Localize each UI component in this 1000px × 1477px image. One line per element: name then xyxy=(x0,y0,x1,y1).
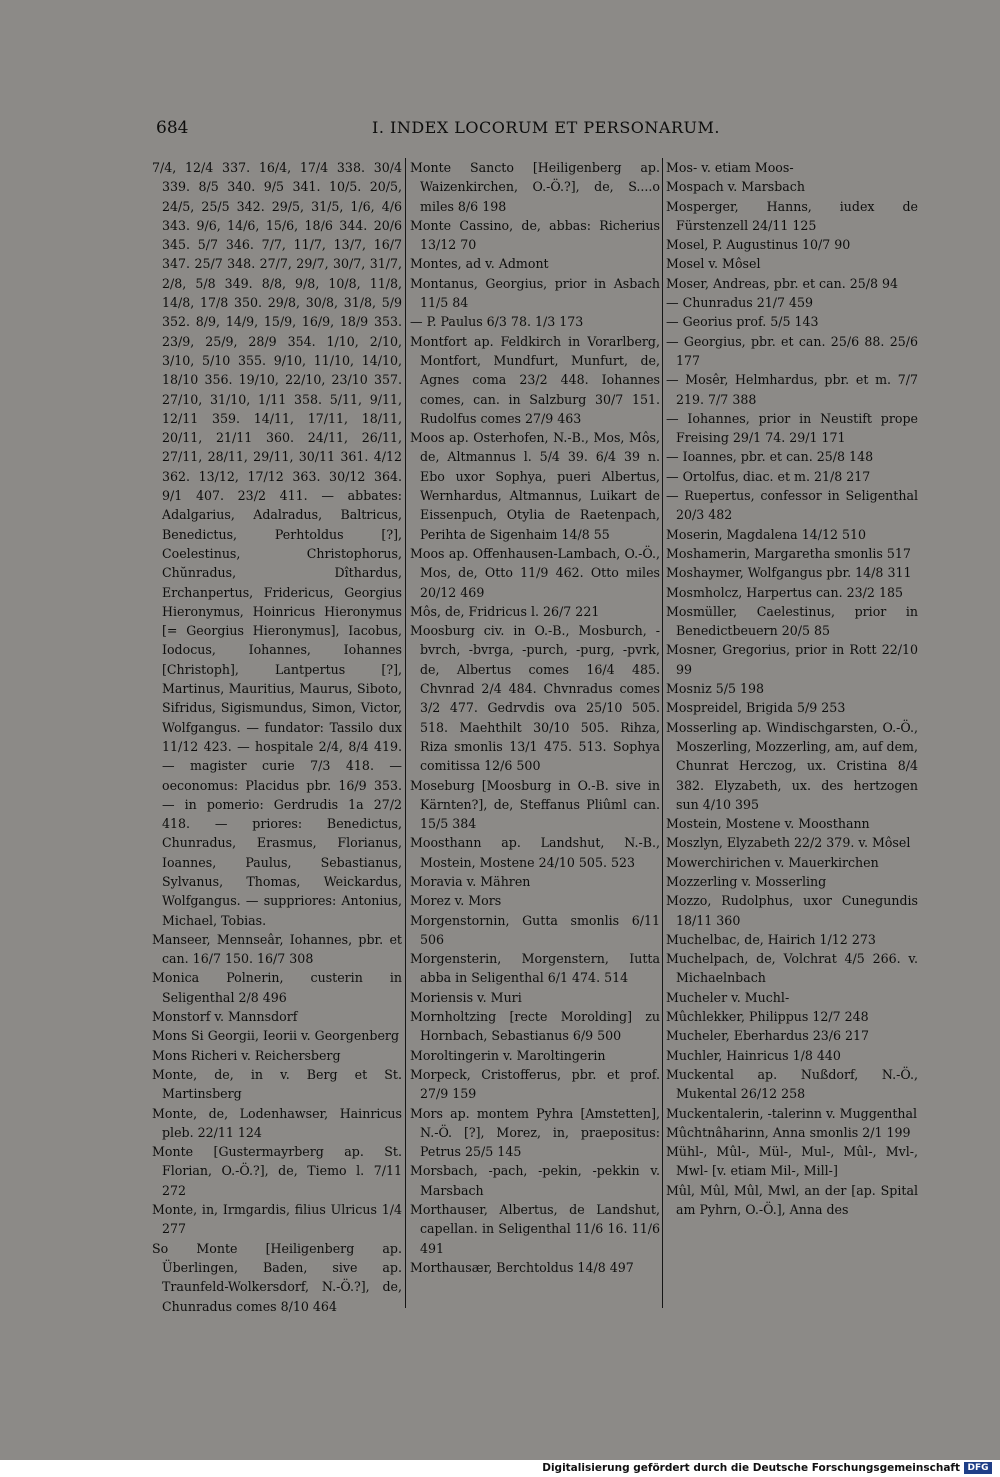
index-entry: — Ortolfus, diac. et m. 21/8 217 xyxy=(666,468,871,484)
index-entry: Moosthann ap. Landshut, N.-B., Mostein, Mostene 24/10 505. 523 xyxy=(410,835,660,870)
index-entry: — Iohannes, prior in Neustift prope Freising 29/1 74. 29/1 171 xyxy=(666,410,918,446)
index-entry: Mozzerling v. Mosserling xyxy=(666,873,827,889)
index-entry: Mosner, Gregorius, prior in Rott 22/10 99 xyxy=(666,642,918,677)
index-entry: — Chunradus 21/7 459 xyxy=(666,295,814,311)
index-entry: Manseer, Mennseâr, Iohannes, pbr. et can. 16/7 150. 16/7 308 xyxy=(152,931,402,967)
index-entry: Mowerchirichen v. Mauerkirchen xyxy=(666,854,879,870)
index-entry: Muchler, Hainricus 1/8 440 xyxy=(666,1047,841,1063)
index-entry: Mûchtnâharinn, Anna smonlis 2/1 199 xyxy=(666,1124,911,1140)
index-entry: Moszlyn, Elyzabeth 22/2 379. v. Môsel xyxy=(666,835,911,851)
column-rule-left xyxy=(405,158,406,1308)
index-entry: Mosmüller, Caelestinus, prior in Benedictbeuern 20/5 85 xyxy=(666,603,918,639)
column-rule-right xyxy=(662,158,663,1308)
page-number: 684 xyxy=(156,118,189,138)
index-entry: Mons Si Georgii, Ieorii v. Georgenberg xyxy=(152,1028,400,1044)
running-title: I. INDEX LOCORUM ET PERSONARUM. xyxy=(372,118,720,137)
index-entry: Mostein, Mostene v. Moosthann xyxy=(666,816,870,832)
index-entry: Mosserling ap. Windischgarsten, O.-Ö., Moszerling, Mozzerling, am, auf dem, Chunrat Herczog, ux. Cristina 8/4 382. Elyzabeth, ux. des hertzogen sun 4/10 395 xyxy=(666,719,918,812)
index-entry: Mosmholcz, Harpertus can. 23/2 185 xyxy=(666,584,903,600)
index-entry: Mucheler v. Muchl- xyxy=(666,989,790,1005)
index-entry: Moshaymer, Wolfgangus pbr. 14/8 311 xyxy=(666,565,912,581)
index-entry: Moriensis v. Muri xyxy=(410,989,522,1005)
index-entry: — Ioannes, pbr. et can. 25/8 148 xyxy=(666,449,874,465)
index-entry: Monte [Gustermayrberg ap. St. Florian, O.-Ö.?], de, Tiemo l. 7/11 272 xyxy=(152,1144,402,1198)
index-entry: Morez v. Mors xyxy=(410,893,502,909)
index-entry: Muchelpach, de, Volchrat 4/5 266. v. Michaelnbach xyxy=(666,951,918,986)
index-entry: Morthauser, Albertus, de Landshut, capellan. in Seligenthal 11/6 16. 11/6 491 xyxy=(410,1202,660,1256)
index-entry: Monte, de, Lodenhawser, Hainricus pleb. 22/11 124 xyxy=(152,1105,402,1140)
index-entry: Moseburg [Moosburg in O.-B. sive in Kärnten?], de, Steffanus Pliûml can. 15/5 384 xyxy=(410,777,660,832)
index-entry: Mospreidel, Brigida 5/9 253 xyxy=(666,700,846,716)
index-entry: Morgensterin, Morgenstern, Iutta abba in Seligenthal 6/1 474. 514 xyxy=(410,951,660,986)
dfg-logo: DFG xyxy=(964,1462,992,1474)
index-entry: Mosel v. Môsel xyxy=(666,256,761,272)
index-entry: Môs, de, Fridricus l. 26/7 221 xyxy=(410,603,600,619)
index-entry: Monte Cassino, de, abbas: Richerius 13/12 70 xyxy=(410,217,660,253)
index-entry: — Ruepertus, confessor in Seligenthal 20/3 482 xyxy=(666,488,918,523)
index-entry: Moravia v. Mähren xyxy=(410,873,531,889)
index-entry: Mûchlekker, Philippus 12/7 248 xyxy=(666,1009,869,1025)
index-entry: Monte, in, Irmgardis, filius Ulricus 1/4 277 xyxy=(152,1202,402,1237)
index-entry: Muckental ap. Nußdorf, N.-Ö., Mukental 26/12 258 xyxy=(666,1066,918,1102)
index-entry: Moserin, Magdalena 14/12 510 xyxy=(666,526,867,542)
index-entry: Monte Sancto [Heiligenberg ap. Waizenkirchen, O.-Ö.?], de, S....o miles 8/6 198 xyxy=(410,160,660,214)
index-entry: Mornholtzing [recte Morolding] zu Hornbach, Sebastianus 6/9 500 xyxy=(410,1009,660,1044)
index-entry: Montfort ap. Feldkirch in Vorarlberg, Montfort, Mundfurt, Munfurt, de, Agnes coma 23/2 448. Iohannes comes, can. in Salzburg 30/7 151. Rudolfus comes 27/9 463 xyxy=(410,333,660,426)
index-entry: Muchelbac, de, Hairich 1/12 273 xyxy=(666,931,876,947)
index-entry: Monica Polnerin, custerin in Seligenthal 2/8 496 xyxy=(152,970,402,1005)
index-entry: Morpeck, Cristofferus, pbr. et prof. 27/9 159 xyxy=(410,1066,660,1102)
index-column-2 xyxy=(410,158,660,1277)
index-entry: — P. Paulus 6/3 78. 1/3 173 xyxy=(410,314,584,330)
index-entry: Mospach v. Marsbach xyxy=(666,179,805,195)
index-entry: — Georius prof. 5/5 143 xyxy=(666,314,819,330)
index-entry: Mosniz 5/5 198 xyxy=(666,681,765,697)
index-entry: Morsbach, -pach, -pekin, -pekkin v. Marsbach xyxy=(410,1163,660,1198)
index-entry: Morthausær, Berchtoldus 14/8 497 xyxy=(410,1259,634,1275)
index-entry: Mons Richeri v. Reichersberg xyxy=(152,1047,341,1063)
index-column-3 xyxy=(666,158,918,1219)
index-entry: Moser, Andreas, pbr. et can. 25/8 94 xyxy=(666,275,899,291)
index-entry: Moos ap. Offenhausen-Lambach, O.-Ö., Mos, de, Otto 11/9 462. Otto miles 20/12 469 xyxy=(410,545,660,600)
index-entry: — Mosêr, Helmhardus, pbr. et m. 7/7 219. 7/7 388 xyxy=(666,372,918,407)
index-entry: Mosel, P. Augustinus 10/7 90 xyxy=(666,237,851,253)
index-entry: Moroltingerin v. Maroltingerin xyxy=(410,1047,606,1063)
footer-credit: Digitalisierung gefördert durch die Deutsche Forschungsgemeinschaft xyxy=(542,1462,960,1474)
index-entry: Moos ap. Osterhofen, N.-B., Mos, Môs, de, Altmannus l. 5/4 39. 6/4 39 n. Ebo uxor Sophya, pueri Albertus, Wernhardus, Altmannus, Luikart de Eissenpuch, Otylia de Raetenpach, Perihta de Sigenhaim 14/8 55 xyxy=(410,430,660,542)
index-entry: Mucheler, Eberhardus 23/6 217 xyxy=(666,1028,870,1044)
index-entry: Monstorf v. Mannsdorf xyxy=(152,1009,298,1025)
index-entry: — Georgius, pbr. et can. 25/6 88. 25/6 177 xyxy=(666,333,918,368)
index-entry: Monte, de, in v. Berg et St. Martinsberg xyxy=(152,1066,402,1102)
index-entry: So Monte [Heiligenberg ap. Überlingen, Baden, sive ap. Traunfeld-Wolkersdorf, N.-Ö.?], de, Chunradus comes 8/10 464 xyxy=(152,1240,402,1314)
index-entry: Mos- v. etiam Moos- xyxy=(666,160,794,175)
index-entry: Montes, ad v. Admont xyxy=(410,256,549,272)
index-entry: Mühl-, Mûl-, Mül-, Mul-, Mûl-, Mvl-, Mwl- [v. etiam Mil-, Mill-] xyxy=(666,1144,918,1179)
index-entry: Mors ap. montem Pyhra [Amstetten], N.-Ö. [?], Morez, in, praepositus: Petrus 25/5 145 xyxy=(410,1105,660,1160)
index-column-1 xyxy=(152,158,402,1316)
index-entry: Moshamerin, Margaretha smonlis 517 xyxy=(666,545,911,561)
index-entry: Moosburg civ. in O.-B., Mosburch, -bvrch, -bvrga, -purch, -purg, -pvrk, de, Albertus comes 16/4 485. Chvnrad 2/4 484. Chvnradus comes 3/2 477. Gedrvdis ova 25/10 505. 518. Maehthilt 30/10 505. Rihza, Riza smonlis 13/1 475. 513. Sophya comitissa 12/6 500 xyxy=(410,623,660,774)
index-entry: Montanus, Georgius, prior in Asbach 11/5 84 xyxy=(410,275,660,311)
index-entry: Morgenstornin, Gutta smonlis 6/11 506 xyxy=(410,912,660,947)
index-entry: Mosperger, Hanns, iudex de Fürstenzell 24/11 125 xyxy=(666,198,918,233)
index-entry: Muckentalerin, -talerinn v. Muggenthal xyxy=(666,1105,918,1121)
index-entry: Mozzo, Rudolphus, uxor Cunegundis 18/11 360 xyxy=(666,893,918,928)
index-entry: 7/4, 12/4 337. 16/4, 17/4 338. 30/4 339. 8/5 340. 9/5 341. 10/5. 20/5, 24/5, 25/5 342. 29/5, 31/5, 1/6, 4/6 343. 9/6, 14/6, 15/6, 18/6 344. 20/6 345. 5/7 346. 7/7, 11/7, 13/7, 16/7 347. 25/7 348. 27/7, 29/7, 30/7, 31/7, 2/8, 5/8 349. 8/8, 9/8, 10/8, 11/8, 14/8, 17/8 350. 29/8, 30/8, 31/8, 5/9 352. 8/9, 14/9, 15/9, 16/9, 18/9 353. 23/9, 25/9, 28/9 354. 1/10, 2/10, 3/10, 5/10 355. 9/10, 11/10, 14/10, 18/10 356. 19/10, 22/10, 23/10 357. 27/10, 31/10, 1/11 358. 5/11, 9/11, 12/11 359. 14/11, 17/11, 18/11, 20/11, 21/11 360. 24/11, 26/11, 27/11, 28/11, 29/11, 30/11 361. 4/12 362. 13/12, 17/12 363. 30/12 364. 9/1 407. 23/2 411. — abbates: Adalgarius, Adalradus, Baltricus, Benedictus, Perhtoldus [?], Coelestinus, Christophorus, Chŭnradus, Dîthardus, Erchanpertus, Fridericus, Georgius Hieronymus, Hoinricus Hieronymus [= Georgius Hieronymus], Iacobus, Iodocus, Iohannes, Iohannes [Christoph], Lantpertus [?], Martinus, Mauritius, Maurus, Siboto, Sifridus, Sigismundus, Simon, Victor, Wolfgangus. — fundator: Tassilo dux 11/12 423. — hospitale 2/4, 8/4 419. — magister curie 7/3 418. — oeconomus: Placidus pbr. 16/9 353. — in pomerio: Gerdrudis 1a 27/2 418. — priores: Benedictus, Chunradus, Erasmus, Florianus, Ioannes, Paulus, Sebastianus, Sylvanus, Thomas, Weickardus, Wolfgangus. — suppriores: Antonius, Michael, Tobias. xyxy=(152,160,402,928)
index-entry: Mûl, Mûl, Mûl, Mwl, an der [ap. Spital am Pyhrn, O.-Ö.], Anna des xyxy=(666,1182,918,1218)
